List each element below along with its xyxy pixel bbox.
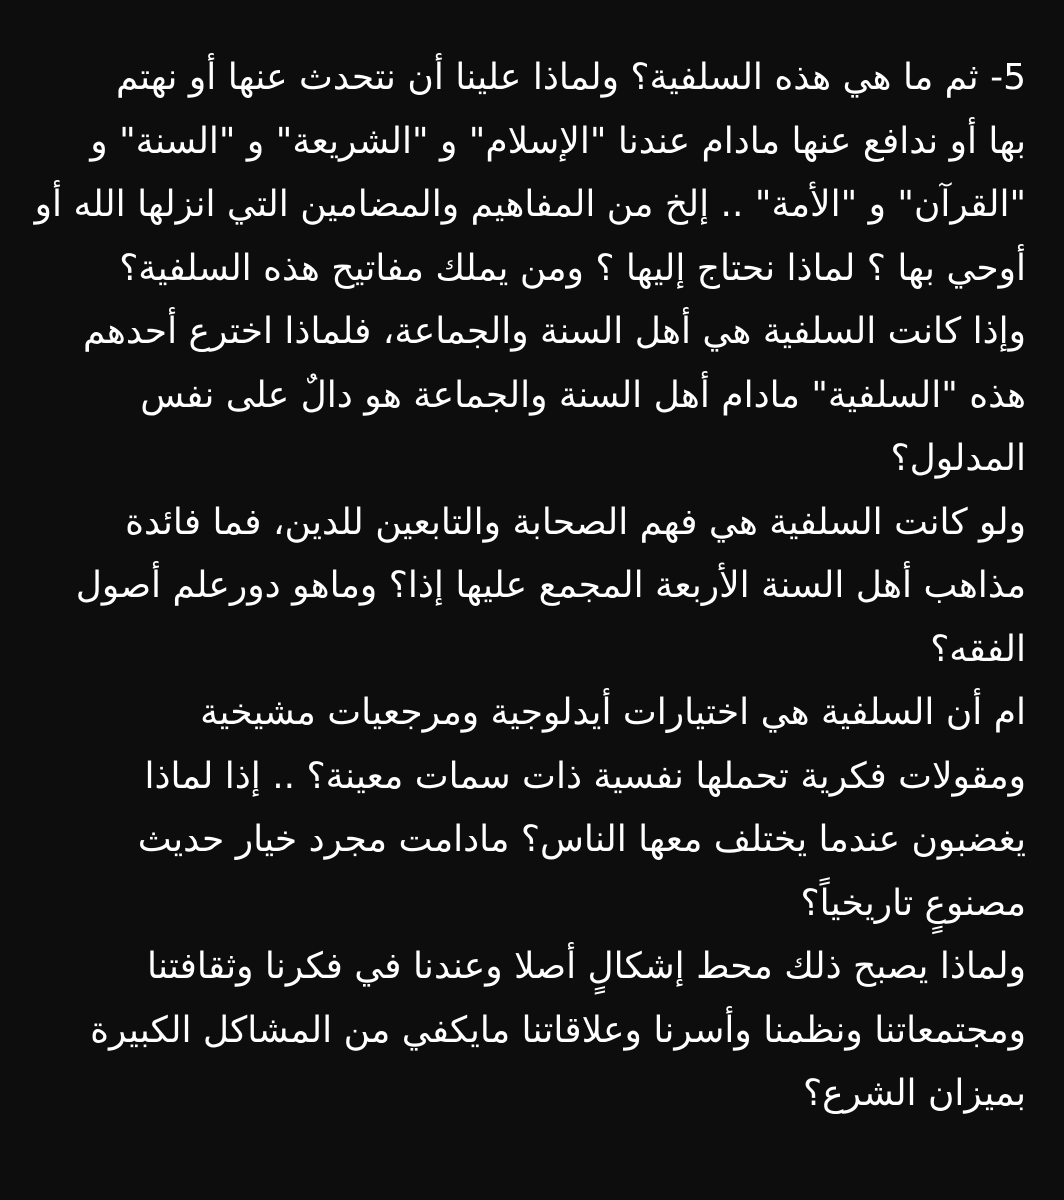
text-line-5: وإذا كانت السلفية هي أهل السنة والجماعة، فلماذا اخترع أحدهم [82,311,1026,352]
text-line-2: بها أو ندافع عنها مادام عندنا "الإسلام" و "الشريعة" و "السنة" و [90,120,1026,162]
text-line-3: "القرآن" و "الأمة" .. إلخ من المفاهيم والمضامين التي انزلها الله أو [34,184,1026,225]
text-line-8: ولو كانت السلفية هي فهم الصحابة والتابعين للدين، فما فائدة [125,501,1026,543]
text-line-14: مصنوعٍ تاريخياً؟ [800,882,1026,924]
text-line-4: أوحي بها ؟ لماذا نحتاج إليها ؟ ومن يملك مفاتيح هذه السلفية؟ [119,247,1026,289]
text-line-7: المدلول؟ [890,438,1026,479]
text-line-12: ومقولات فكرية تحملها نفسية ذات سمات معينة؟ .. إذا لماذا [144,755,1026,797]
text-line-11: ام أن السلفية هي اختيارات أيدلوجية ومرجعيات مشيخية [200,692,1026,733]
text-line-17: بميزان الشرع؟ [803,1073,1026,1114]
text-line-13: يغضبون عندما يختلف معها الناس؟ مادامت مجرد خيار حديث [137,819,1026,860]
text-line-15: ولماذا يصبح ذلك محط إشكالٍ أصلا وعندنا في فكرنا وثقافتنا [146,946,1026,987]
text-line-6: هذه "السلفية" مادام أهل السنة والجماعة هو دالٌ على نفس [140,374,1026,416]
note-text-block [34,46,1026,1126]
text-line-16: ومجتمعاتنا ونظمنا وأسرنا وعلاقاتنا مايكفي من المشاكل الكبيرة [90,1009,1026,1051]
text-line-1: 5- ثم ما هي هذه السلفية؟ ولماذا علينا أن نتحدث عنها أو نهتم [115,57,1026,98]
text-line-10: الفقه؟ [930,628,1026,670]
text-line-9: مذاهب أهل السنة الأربعة المجمع عليها إذا؟ وماهو دورعلم أصول [75,565,1026,606]
